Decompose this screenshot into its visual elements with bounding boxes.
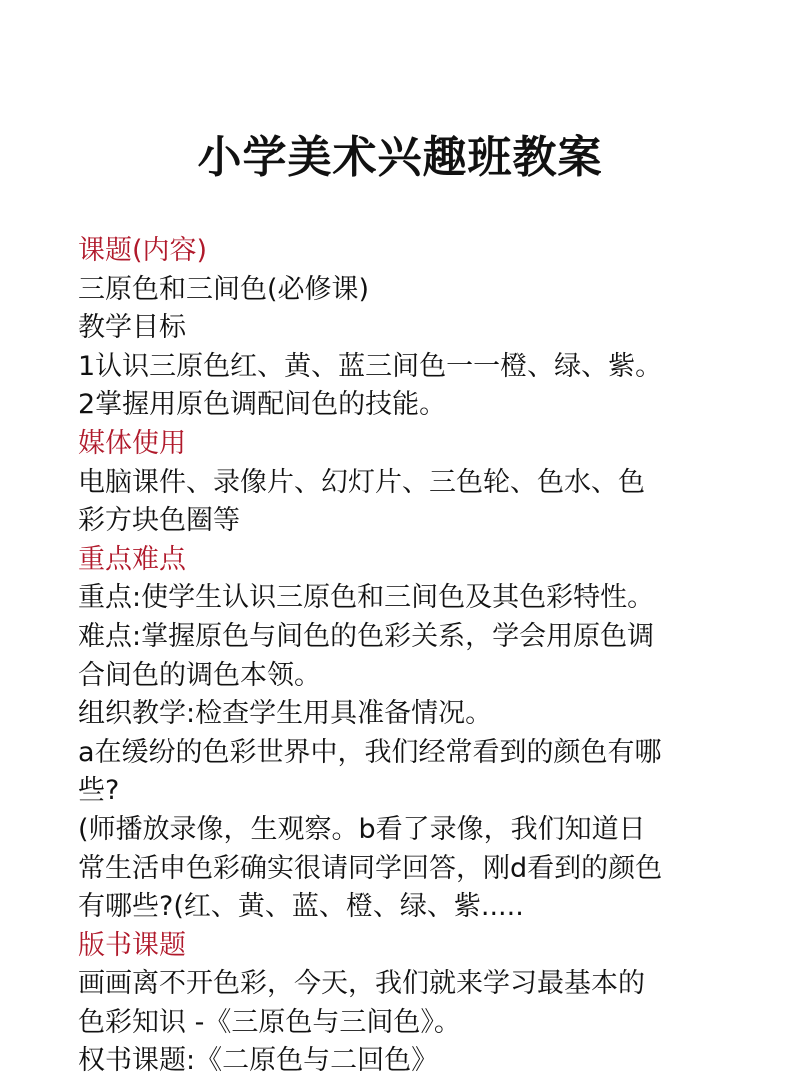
body-line: 常生活申色彩确实很请同学回答，刚d看到的颜色	[78, 852, 663, 884]
body-line: 1认识三原色红、黄、蓝三间色一一橙、绿、紫。	[78, 350, 663, 382]
body-line: 有哪些?(红、黄、蓝、橙、绿、紫.....	[78, 891, 524, 923]
body-line: (师播放录像，生观察。b看了录像，我们知道日	[78, 813, 646, 845]
body-line: a在缓纷的色彩世界中，我们经常看到的颜色有哪	[78, 736, 662, 768]
lesson-plan-body	[78, 232, 728, 1081]
body-line: 合间色的调色本领。	[78, 659, 321, 691]
body-line: 彩方块色圈等	[78, 505, 240, 537]
body-line: 2掌握用原色调配间色的技能。	[78, 389, 447, 421]
page-title: 小学美术兴趣班教案	[197, 132, 603, 183]
body-line: 权书课题:《二原色与二回色》	[78, 1045, 439, 1077]
body-line: 重点:使学生认识三原色和三间色及其色彩特性。	[78, 582, 655, 614]
body-line: 电脑课件、录像片、幻灯片、三色轮、色水、色	[78, 466, 645, 498]
body-line: 教学目标	[78, 312, 186, 344]
section-heading: 版书课题	[78, 929, 186, 961]
body-line: 些?	[78, 775, 120, 807]
body-line: 难点:掌握原色与间色的色彩关系，学会用原色调	[78, 620, 655, 652]
body-line: 画画离不开色彩，今天，我们就来学习最基本的	[78, 968, 645, 1000]
body-line: 组织教学:检查学生用具准备情况。	[78, 698, 493, 730]
body-line: 三原色和三间色(必修课)	[78, 273, 370, 305]
body-line: 色彩知识 -《三原色与三间色》。	[78, 1006, 461, 1038]
section-heading: 课题(内容)	[78, 235, 208, 266]
section-heading: 重点难点	[78, 543, 186, 575]
section-heading: 媒体使用	[78, 427, 186, 459]
